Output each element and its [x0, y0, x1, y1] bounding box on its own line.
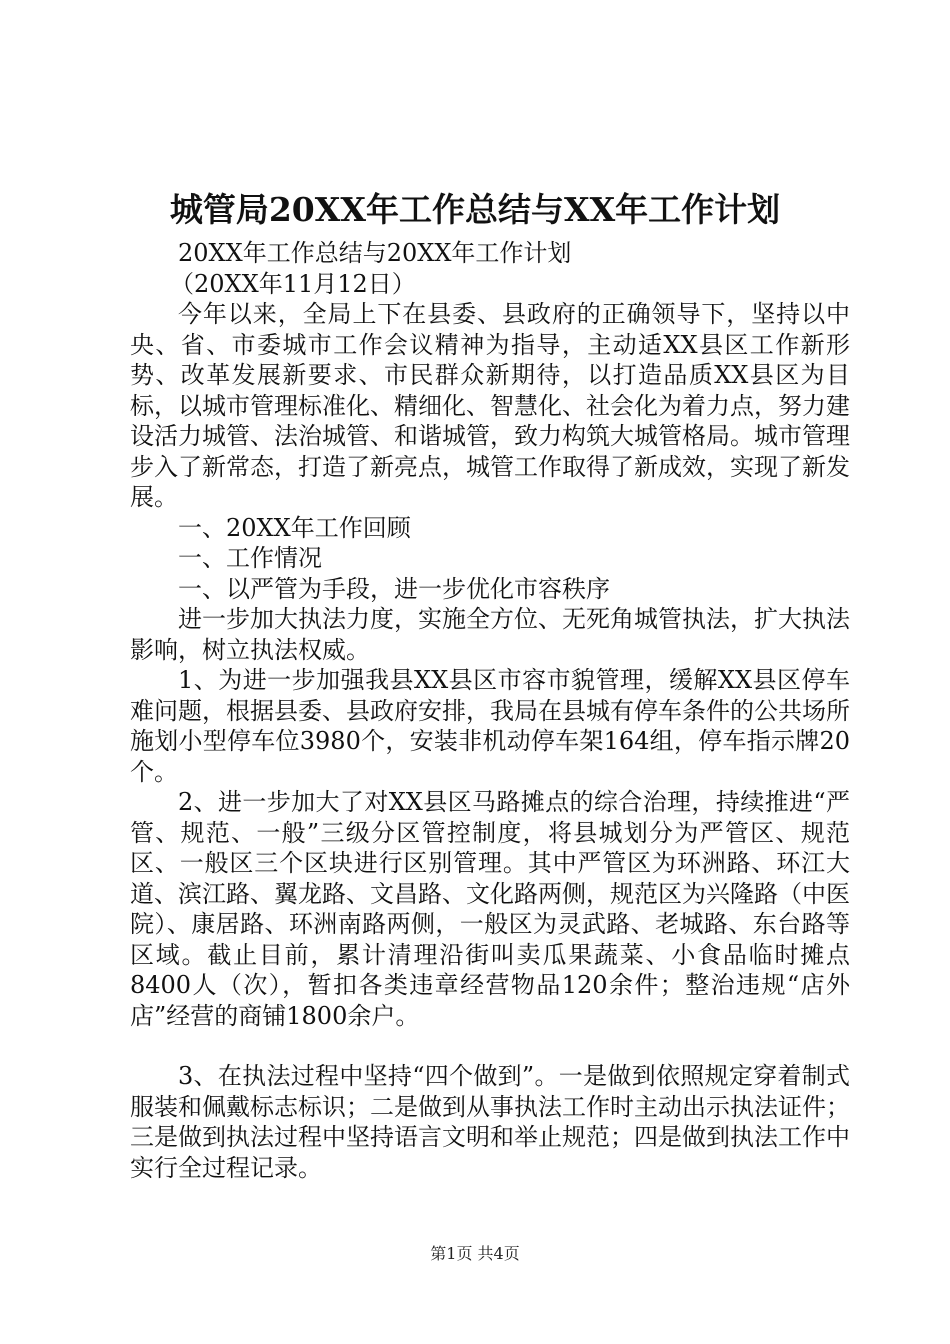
document-date: （20XX年11月12日）: [170, 269, 416, 298]
page-number-footer: 第1页 共4页: [430, 1244, 520, 1263]
paragraph-item-2: 2、进一步加大了对XX县区马路摊点的综合治理，持续推进“严管、规范、一般”三级分区管控制度，将县城划分为严管区、规范区、一般区三个区块进行区别管理。其中严管区为环洲路、环江大道、滨江路、翼龙路、文昌路、文化路两侧，规范区为兴隆路（中医院）、康居路、环洲南路两侧，一般区为灵武路、老城路、东台路等区域。截止目前，累计清理沿街叫卖瓜果蔬菜、小食品临时摊点8400人（次），暂扣各类违章经营物品120余件；整治违规“店外店”经营的商铺1800余户。: [130, 788, 850, 1030]
document-body: [130, 238, 850, 1183]
document-subtitle: 20XX年工作总结与20XX年工作计划: [178, 239, 572, 267]
paragraph-intro: 今年以来，全局上下在县委、县政府的正确领导下，坚持以中央、省、市委城市工作会议精神为指导，主动适XX县区工作新形势、改革发展新要求、市民群众新期待，以打造品质XX县区为目标，以城市管理标准化、精细化、智慧化、社会化为着力点，努力建设活力城管、法治城管、和谐城管，致力构筑大城管格局。城市管理步入了新常态，打造了新亮点，城管工作取得了新成效，实现了新发展。: [130, 300, 850, 511]
document-title: 城管局20XX年工作总结与XX年工作计划: [169, 190, 781, 229]
paragraph-item-3: 3、在执法过程中坚持“四个做到”。一是做到依照规定穿着制式服装和佩戴标志标识；二是做到从事执法工作时主动出示执法证件；三是做到执法过程中坚持语言文明和举止规范；四是做到执法工作中实行全过程记录。: [130, 1062, 850, 1182]
paragraph-enforcement: 进一步加大执法力度，实施全方位、无死角城管执法，扩大执法影响，树立执法权威。: [130, 605, 850, 664]
section-heading-review: 一、20XX年工作回顾: [178, 513, 411, 542]
section-heading-work-status: 一、工作情况: [178, 544, 322, 572]
section-heading-order: 一、以严管为手段，进一步优化市容秩序: [178, 574, 610, 603]
paragraph-item-1: 1、为进一步加强我县XX县区市容市貌管理，缓解XX县区停车难问题，根据县委、县政府安排，我局在县城有停车条件的公共场所施划小型停车位3980个，安装非机动停车架164组，停车指示牌20个。: [130, 666, 850, 786]
